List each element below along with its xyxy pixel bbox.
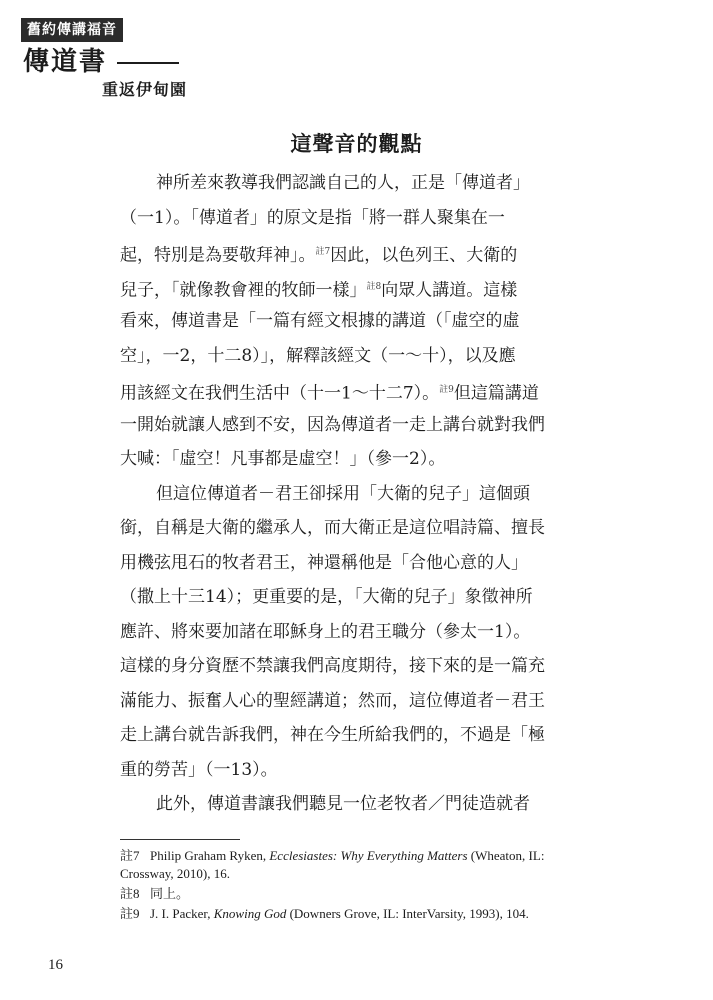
body-line-tail: 向眾人講道。這樣 xyxy=(381,280,518,301)
body-line xyxy=(120,270,605,305)
footnote-title: Knowing God xyxy=(213,906,287,921)
body-text xyxy=(120,166,605,822)
body-line: 大喊：「虛空！凡事都是虛空！」（參一2）。 xyxy=(120,449,446,469)
book-title xyxy=(23,46,179,78)
body-line xyxy=(120,235,605,270)
body-line: 重的勞苦」（一13）。 xyxy=(120,759,278,780)
body-line: 滿能力、振奮人心的聖經講道；然而，這位傳道者－君王 xyxy=(120,690,545,711)
body-line: 應許、將來要加諸在耶穌身上的君王職分（參太一1）。 xyxy=(120,621,531,642)
footnote-title: Ecclesiastes: Why Everything Matters xyxy=(269,848,468,863)
footnote-label: 註9 xyxy=(120,906,140,921)
body-line: （一1）。「傳道者」的原文是指「將一群人聚集在一 xyxy=(120,207,505,228)
book-subtitle: 重返伊甸園 xyxy=(102,80,188,99)
body-line: 但這位傳道者－君王卻採用「大衛的兒子」這個頭 xyxy=(156,483,530,504)
body-line-tail: 因此，以色列王、大衛的 xyxy=(330,245,518,266)
footnote-label: 註7 xyxy=(120,848,140,863)
body-line-text: 兒子，「就像教會裡的牧師一樣」 xyxy=(120,280,367,301)
footnote-text: J. I. Packer, xyxy=(150,906,214,921)
title-dash xyxy=(117,62,179,64)
footnote-label: 註8 xyxy=(120,886,140,901)
footnote xyxy=(120,847,605,883)
footnote-rule xyxy=(120,839,240,840)
footnote xyxy=(120,885,605,903)
footnote-mark: 註9 xyxy=(439,385,454,395)
body-line: 空」，一2，十二8）」，解釋該經文（一～十），以及應 xyxy=(120,345,516,366)
body-line: 一開始就讓人感到不安，因為傳道者一走上講台就對我們 xyxy=(120,414,545,435)
footnote xyxy=(120,905,605,923)
series-tag: 舊約傳講福音 xyxy=(21,18,123,42)
footnote-text: (Wheaton, IL: xyxy=(467,848,545,863)
page-number: 16 xyxy=(48,957,63,973)
section-heading: 這聲音的觀點 xyxy=(290,131,423,156)
footnote-mark: 註8 xyxy=(366,281,382,292)
footnote-text: Philip Graham Ryken, xyxy=(150,848,270,863)
footnote-mark: 註7 xyxy=(315,247,331,257)
body-line: 此外，傳道書讓我們聽見一位老牧者／門徒造就者 xyxy=(156,794,530,814)
body-line xyxy=(120,373,605,408)
body-line-tail: 但這篇講道 xyxy=(453,383,539,404)
body-line: 這樣的身分資歷不禁讓我們高度期待，接下來的是一篇充 xyxy=(120,656,545,676)
body-line: 看來，傳道書是「一篇有經文根據的講道（「虛空的虛 xyxy=(120,311,520,331)
body-line: （撒上十三14）；更重要的是，「大衛的兒子」象徵神所 xyxy=(120,587,533,607)
footnotes xyxy=(120,847,605,925)
footnote-text: (Downers Grove, IL: InterVarsity, 1993), 104. xyxy=(286,906,529,921)
body-line: 神所差來教導我們認識自己的人，正是「傳道者」 xyxy=(156,173,530,193)
body-line: 銜，自稱是大衛的繼承人，而大衛正是這位唱詩篇、擅長 xyxy=(120,518,545,538)
body-line: 走上講台就告訴我們，神在今生所給我們的，不過是「極 xyxy=(120,725,545,745)
footnote-continuation: Crossway, 2010), 16. xyxy=(120,866,231,881)
body-line-text: 起，特別是為要敬拜神」。 xyxy=(120,245,316,266)
footnote-text: 同上。 xyxy=(150,886,190,901)
body-line-text: 用該經文在我們生活中（十一1～十二7）。 xyxy=(120,383,440,404)
book-title-text: 傳道書 xyxy=(23,47,108,77)
body-line: 用機弦甩石的牧者君王，神還稱他是「合他心意的人」 xyxy=(120,552,528,573)
